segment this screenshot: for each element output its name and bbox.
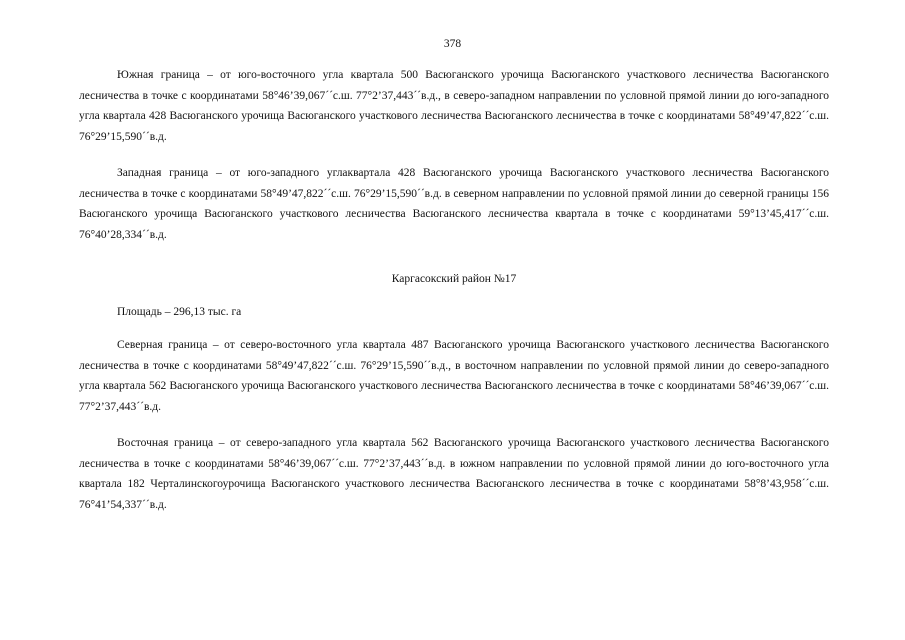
- paragraph-north-border: Северная граница – от северо-восточного угла квартала 487 Васюганского урочища Васюганского участкового лесничества Васюганского лесничества в точке с координатами 58°49’47,822´´с.ш. 76°29’15,590´´в.д., в восточном направлении по условной прямой линии до северо-западного угла квартала 562 Васюганского урочища Васюганского участкового лесничества Васюганского лесничества в точке с координатами 58°46’39,067´´с.ш. 77°2’37,443´´в.д.: [79, 339, 829, 413]
- paragraph-south-border: Южная граница – от юго-восточного угла квартала 500 Васюганского урочища Васюганского участкового лесничества Васюганского лесничества в точке с координатами 58°46’39,067´´с.ш. 77°2’37,443´´в.д., в северо-западном направлении по условной прямой линии до юго-западного угла квартала 428 Васюганского урочища Васюганского участкового лесничества Васюганского лесничества в точке с координатами 58°49’47,822´´с.ш. 76°29’15,590´´в.д.: [79, 69, 829, 143]
- paragraph-area: Площадь – 296,13 тыс. га: [117, 306, 242, 318]
- paragraph-west-border-block: [79, 163, 829, 245]
- paragraph-north-border-block: [79, 335, 829, 417]
- page-number: 378: [443, 38, 462, 50]
- district-heading: Каргасокский район №17: [391, 273, 517, 285]
- paragraph-east-border-block: [79, 433, 829, 515]
- paragraph-west-border: Западная граница – от юго-западного углаквартала 428 Васюганского урочища Васюганского участкового лесничества Васюганского лесничества в точке с координатами 58°49’47,822´´с.ш. 76°29’15,590´´в.д. в северном направлении по условной прямой линии до северной границы 156 Васюганского урочища Васюганского участкового лесничества Васюганского лесничества квартала в точке с координатами 59°13’45,417´´с.ш. 76°40’28,334´´в.д.: [79, 167, 829, 241]
- district-heading-block: [79, 269, 829, 290]
- paragraph-south-border-block: [79, 65, 829, 147]
- paragraph-area-block: [79, 302, 829, 323]
- paragraph-east-border: Восточная граница – от северо-западного угла квартала 562 Васюганского урочища Васюганского участкового лесничества Васюганского лесничества в точке с координатами 58°46’39,067´´с.ш. 77°2’37,443´´в.д. в южном направлении по условной прямой линии до юго-восточного угла квартала 182 Черталинскогоурочища Васюганского участкового лесничества Васюганского лесничества в точке с координатами 58°8’43,958´´с.ш. 76°41’54,337´´в.д.: [79, 437, 829, 511]
